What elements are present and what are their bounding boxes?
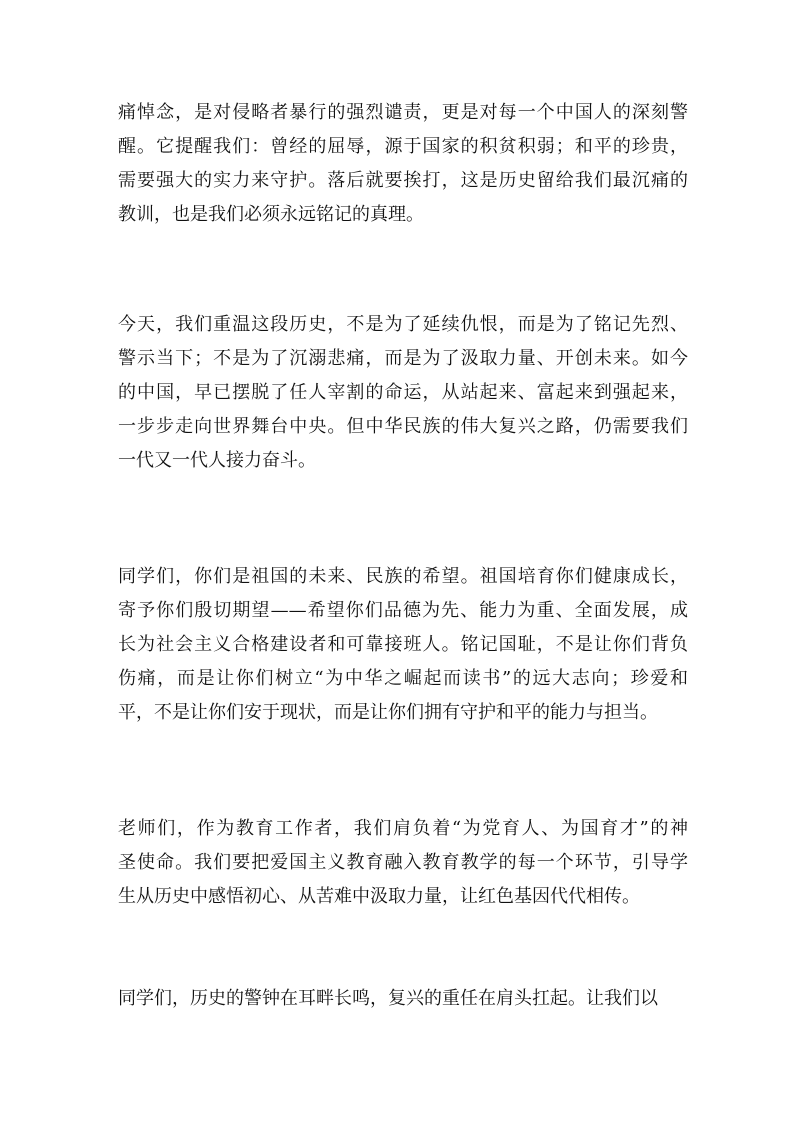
paragraph-line: 警示当下；不是为了沉溺悲痛，而是为了汲取力量、开创未来。如今 <box>118 348 688 369</box>
paragraph-4 <box>118 812 688 914</box>
paragraph-3 <box>118 560 688 730</box>
paragraph-line: 今天，我们重温这段历史，不是为了延续仇恨，而是为了铭记先烈、 <box>118 314 688 335</box>
paragraph-line: 的中国，早已摆脱了任人宰割的命运，从站起来、富起来到强起来， <box>118 382 688 403</box>
paragraph-line: 伤痛，而是让你们树立“为中华之崛起而读书”的远大志向；珍爱和 <box>118 668 688 689</box>
paragraph-1 <box>118 96 688 232</box>
paragraph-line: 同学们，你们是祖国的未来、民族的希望。祖国培育你们健康成长， <box>118 566 688 587</box>
paragraph-line: 长为社会主义合格建设者和可靠接班人。铭记国耻，不是让你们背负 <box>118 634 688 655</box>
paragraph-line: 寄予你们殷切期望——希望你们品德为先、能力为重、全面发展，成 <box>118 600 688 621</box>
paragraph-line: 教训，也是我们必须永远铭记的真理。 <box>118 204 424 225</box>
paragraph-line: 一步步走向世界舞台中央。但中华民族的伟大复兴之路，仍需要我们 <box>118 416 688 437</box>
paragraph-line: 痛悼念，是对侵略者暴行的强烈谴责，更是对每一个中国人的深刻警 <box>118 102 688 123</box>
paragraph-line: 生从历史中感悟初心、从苦难中汲取力量，让红色基因代代相传。 <box>118 886 640 907</box>
paragraph-line: 老师们，作为教育工作者，我们肩负着“为党育人、为国育才”的神 <box>118 818 688 839</box>
paragraph-line: 需要强大的实力来守护。落后就要挨打，这是历史留给我们最沉痛的 <box>118 170 688 191</box>
paragraph-line: 平，不是让你们安于现状，而是让你们拥有守护和平的能力与担当。 <box>118 702 658 723</box>
paragraph-line: 同学们，历史的警钟在耳畔长鸣，复兴的重任在肩头扛起。让我们以 <box>118 988 658 1009</box>
paragraph-5 <box>118 982 688 1016</box>
paragraph-line: 醒。它提醒我们：曾经的屈辱，源于国家的积贫积弱；和平的珍贵， <box>118 136 688 157</box>
paragraph-line: 一代又一代人接力奋斗。 <box>118 450 316 471</box>
paragraph-2 <box>118 308 688 478</box>
paragraph-line: 圣使命。我们要把爱国主义教育融入教育教学的每一个环节，引导学 <box>118 852 688 873</box>
